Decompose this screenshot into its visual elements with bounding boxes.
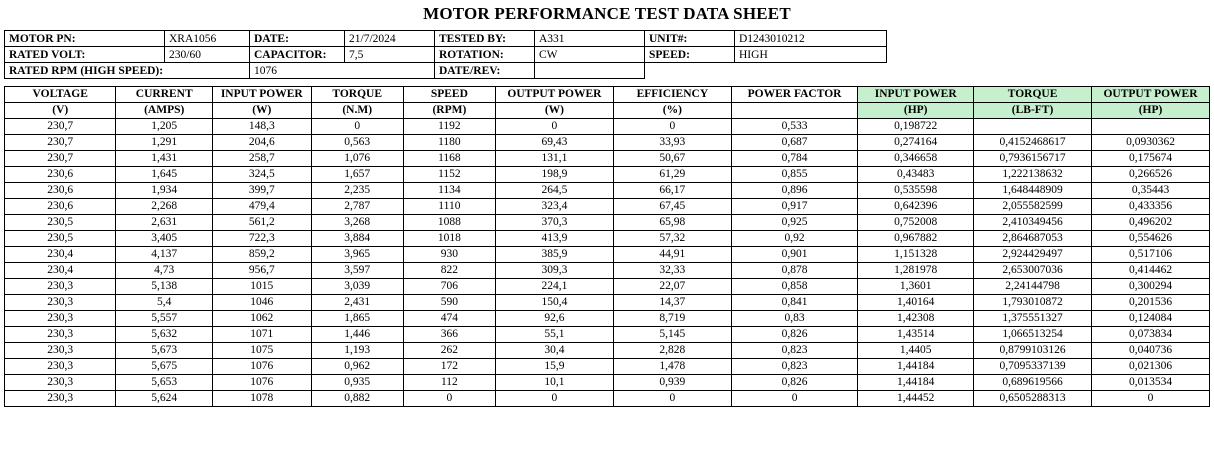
table-cell: 2,268 (116, 199, 212, 215)
table-cell: 1,44452 (858, 391, 974, 407)
table-row (5, 263, 1210, 279)
table-cell: 1,375551327 (974, 311, 1092, 327)
table-row (5, 151, 1210, 167)
table-cell: 1,44184 (858, 375, 974, 391)
table-body (5, 119, 1210, 407)
info-label: DATE: (250, 31, 345, 47)
info-value: CW (535, 47, 645, 63)
table-cell: 32,33 (613, 263, 731, 279)
table-cell: 0,7095337139 (974, 359, 1092, 375)
table-cell: 230,4 (5, 247, 116, 263)
table-cell: 3,268 (311, 215, 403, 231)
table-cell: 10,1 (495, 375, 613, 391)
table-cell: 92,6 (495, 311, 613, 327)
table-cell: 0 (403, 391, 495, 407)
table-cell: 1071 (212, 327, 311, 343)
table-cell: 14,37 (613, 295, 731, 311)
table-cell: 859,2 (212, 247, 311, 263)
table-cell: 230,3 (5, 375, 116, 391)
table-cell: 0,882 (311, 391, 403, 407)
table-cell: 399,7 (212, 183, 311, 199)
table-cell: 1,793010872 (974, 295, 1092, 311)
table-cell: 4,137 (116, 247, 212, 263)
table-row (5, 343, 1210, 359)
info-label: RATED VOLT: (5, 47, 165, 63)
info-value: HIGH (735, 47, 887, 63)
info-label: CAPACITOR: (250, 47, 345, 63)
table-cell: 230,6 (5, 167, 116, 183)
table-cell: 0,92 (731, 231, 858, 247)
column-header: TORQUE (311, 87, 403, 103)
table-cell: 0,040736 (1092, 343, 1210, 359)
column-header: OUTPUT POWER (495, 87, 613, 103)
table-cell: 1110 (403, 199, 495, 215)
table-cell: 0,266526 (1092, 167, 1210, 183)
table-cell: 3,405 (116, 231, 212, 247)
table-cell: 706 (403, 279, 495, 295)
info-label: RATED RPM (HIGH SPEED): (5, 63, 250, 79)
table-row (5, 215, 1210, 231)
info-value: 1076 (250, 63, 435, 79)
table-cell: 230,4 (5, 263, 116, 279)
table-cell: 0,433356 (1092, 199, 1210, 215)
table-cell: 0,858 (731, 279, 858, 295)
table-cell: 324,5 (212, 167, 311, 183)
table-cell: 1,291 (116, 135, 212, 151)
table-cell: 0,496202 (1092, 215, 1210, 231)
table-cell: 1,076 (311, 151, 403, 167)
table-cell: 0,274164 (858, 135, 974, 151)
table-cell: 8,719 (613, 311, 731, 327)
info-value: A331 (535, 31, 645, 47)
table-cell: 0,414462 (1092, 263, 1210, 279)
table-cell: 61,29 (613, 167, 731, 183)
table-cell: 230,5 (5, 215, 116, 231)
table-cell: 264,5 (495, 183, 613, 199)
table-cell: 0,826 (731, 327, 858, 343)
table-cell: 1078 (212, 391, 311, 407)
table-cell: 1,4405 (858, 343, 974, 359)
table-cell: 2,653007036 (974, 263, 1092, 279)
table-cell: 0,925 (731, 215, 858, 231)
info-row (5, 31, 887, 47)
table-cell: 474 (403, 311, 495, 327)
table-cell: 0,855 (731, 167, 858, 183)
table-cell: 0,013534 (1092, 375, 1210, 391)
table-cell: 230,3 (5, 311, 116, 327)
table-row (5, 247, 1210, 263)
measurements-table (4, 86, 1210, 407)
table-cell: 5,557 (116, 311, 212, 327)
info-value: D1243010212 (735, 31, 887, 47)
table-cell: 323,4 (495, 199, 613, 215)
table-cell: 1152 (403, 167, 495, 183)
table-cell: 0,878 (731, 263, 858, 279)
info-value (535, 63, 645, 79)
column-header: TORQUE (974, 87, 1092, 103)
table-cell: 230,7 (5, 151, 116, 167)
table-cell: 0,935 (311, 375, 403, 391)
table-cell: 5,138 (116, 279, 212, 295)
table-cell: 131,1 (495, 151, 613, 167)
table-cell: 0,896 (731, 183, 858, 199)
table-cell: 1,446 (311, 327, 403, 343)
column-unit: (HP) (1092, 103, 1210, 119)
table-cell: 0,841 (731, 295, 858, 311)
info-label: MOTOR PN: (5, 31, 165, 47)
table-cell: 69,43 (495, 135, 613, 151)
info-value: XRA1056 (165, 31, 250, 47)
table-cell: 0 (1092, 391, 1210, 407)
column-unit: (W) (212, 103, 311, 119)
table-cell: 50,67 (613, 151, 731, 167)
table-cell: 0,689619566 (974, 375, 1092, 391)
column-header: OUTPUT POWER (1092, 87, 1210, 103)
table-cell: 722,3 (212, 231, 311, 247)
table-cell: 1,40164 (858, 295, 974, 311)
table-cell: 0,823 (731, 343, 858, 359)
table-cell: 1,648448909 (974, 183, 1092, 199)
table-cell: 2,235 (311, 183, 403, 199)
table-cell: 2,431 (311, 295, 403, 311)
table-row (5, 295, 1210, 311)
table-cell: 0,939 (613, 375, 731, 391)
table-cell: 1168 (403, 151, 495, 167)
info-value: 7,5 (345, 47, 435, 63)
table-cell: 0,0930362 (1092, 135, 1210, 151)
table-row (5, 359, 1210, 375)
table-row (5, 311, 1210, 327)
info-label: UNIT#: (645, 31, 735, 47)
table-cell: 198,9 (495, 167, 613, 183)
table-cell: 0 (613, 391, 731, 407)
table-cell: 1,44184 (858, 359, 974, 375)
header-row-names (5, 87, 1210, 103)
table-cell (1092, 119, 1210, 135)
table-cell: 0,642396 (858, 199, 974, 215)
table-cell: 1192 (403, 119, 495, 135)
measurements-section (4, 86, 1214, 407)
table-cell: 0,43483 (858, 167, 974, 183)
table-cell: 0,83 (731, 311, 858, 327)
table-cell: 67,45 (613, 199, 731, 215)
table-cell: 1015 (212, 279, 311, 295)
column-header: CURRENT (116, 87, 212, 103)
table-cell: 0,826 (731, 375, 858, 391)
table-cell: 204,6 (212, 135, 311, 151)
table-cell: 3,965 (311, 247, 403, 263)
table-cell: 1088 (403, 215, 495, 231)
column-unit: (AMPS) (116, 103, 212, 119)
table-cell: 2,410349456 (974, 215, 1092, 231)
info-spacer (645, 63, 887, 79)
table-cell: 230,3 (5, 391, 116, 407)
table-cell: 55,1 (495, 327, 613, 343)
table-cell: 1075 (212, 343, 311, 359)
table-cell: 2,787 (311, 199, 403, 215)
table-cell: 0 (495, 119, 613, 135)
table-cell: 44,91 (613, 247, 731, 263)
info-row (5, 63, 887, 79)
table-cell: 5,653 (116, 375, 212, 391)
table-cell: 5,145 (613, 327, 731, 343)
column-header: EFFICIENCY (613, 87, 731, 103)
table-cell: 230,3 (5, 359, 116, 375)
table-cell: 822 (403, 263, 495, 279)
column-unit: (N.M) (311, 103, 403, 119)
table-cell: 0,687 (731, 135, 858, 151)
info-row (5, 47, 887, 63)
table-cell: 2,864687053 (974, 231, 1092, 247)
info-label: TESTED BY: (435, 31, 535, 47)
table-row (5, 279, 1210, 295)
table-cell: 0,967882 (858, 231, 974, 247)
table-cell: 0,175674 (1092, 151, 1210, 167)
table-cell: 309,3 (495, 263, 613, 279)
table-cell: 230,7 (5, 135, 116, 151)
header-row-units (5, 103, 1210, 119)
table-cell: 230,6 (5, 199, 116, 215)
table-cell: 3,597 (311, 263, 403, 279)
table-cell: 370,3 (495, 215, 613, 231)
table-cell: 1046 (212, 295, 311, 311)
table-cell: 0,563 (311, 135, 403, 151)
table-cell: 0,554626 (1092, 231, 1210, 247)
table-cell: 4,73 (116, 263, 212, 279)
column-header: VOLTAGE (5, 87, 116, 103)
table-cell: 230,5 (5, 231, 116, 247)
table-cell: 5,673 (116, 343, 212, 359)
table-cell: 148,3 (212, 119, 311, 135)
table-cell: 1018 (403, 231, 495, 247)
table-cell: 1,645 (116, 167, 212, 183)
column-header: INPUT POWER (858, 87, 974, 103)
info-value: 21/7/2024 (345, 31, 435, 47)
table-cell: 2,631 (116, 215, 212, 231)
table-row (5, 119, 1210, 135)
table-cell: 150,4 (495, 295, 613, 311)
column-unit: (HP) (858, 103, 974, 119)
table-row (5, 167, 1210, 183)
table-cell: 0 (731, 391, 858, 407)
table-cell: 1,657 (311, 167, 403, 183)
table-cell: 230,3 (5, 343, 116, 359)
table-cell: 65,98 (613, 215, 731, 231)
table-cell: 1,42308 (858, 311, 974, 327)
table-cell: 230,6 (5, 183, 116, 199)
table-row (5, 183, 1210, 199)
table-cell: 66,17 (613, 183, 731, 199)
table-cell: 956,7 (212, 263, 311, 279)
table-cell: 0,346658 (858, 151, 974, 167)
column-unit: (RPM) (403, 103, 495, 119)
table-cell: 1,3601 (858, 279, 974, 295)
table-cell: 230,7 (5, 119, 116, 135)
info-value: 230/60 (165, 47, 250, 63)
table-cell: 5,624 (116, 391, 212, 407)
table-cell: 0 (495, 391, 613, 407)
table-cell: 930 (403, 247, 495, 263)
table-cell: 5,675 (116, 359, 212, 375)
table-cell: 30,4 (495, 343, 613, 359)
table-cell: 0,8799103126 (974, 343, 1092, 359)
column-header: SPEED (403, 87, 495, 103)
table-header (5, 87, 1210, 119)
table-cell: 5,4 (116, 295, 212, 311)
table-cell: 1,281978 (858, 263, 974, 279)
document-page (0, 4, 1214, 463)
table-cell: 1,43514 (858, 327, 974, 343)
table-cell: 33,93 (613, 135, 731, 151)
table-cell: 0,962 (311, 359, 403, 375)
table-cell: 0,7936156717 (974, 151, 1092, 167)
table-cell: 0,201536 (1092, 295, 1210, 311)
table-cell: 0,35443 (1092, 183, 1210, 199)
table-cell: 1,222138632 (974, 167, 1092, 183)
table-cell: 230,3 (5, 279, 116, 295)
table-row (5, 391, 1210, 407)
table-row (5, 199, 1210, 215)
table-row (5, 375, 1210, 391)
table-cell: 258,7 (212, 151, 311, 167)
table-cell: 1180 (403, 135, 495, 151)
table-cell: 1,478 (613, 359, 731, 375)
table-row (5, 231, 1210, 247)
table-cell: 479,4 (212, 199, 311, 215)
table-cell: 0,917 (731, 199, 858, 215)
table-cell: 1076 (212, 359, 311, 375)
table-cell: 22,07 (613, 279, 731, 295)
column-unit (731, 103, 858, 119)
table-cell: 3,884 (311, 231, 403, 247)
table-cell: 0 (613, 119, 731, 135)
table-cell: 0 (311, 119, 403, 135)
table-cell: 230,3 (5, 295, 116, 311)
table-cell: 0,300294 (1092, 279, 1210, 295)
table-cell: 0,021306 (1092, 359, 1210, 375)
table-cell: 3,039 (311, 279, 403, 295)
table-cell: 590 (403, 295, 495, 311)
table-cell: 1,865 (311, 311, 403, 327)
table-cell: 0,823 (731, 359, 858, 375)
table-row (5, 135, 1210, 151)
table-cell: 1,193 (311, 343, 403, 359)
info-label: DATE/REV: (435, 63, 535, 79)
column-unit: (%) (613, 103, 731, 119)
column-header: POWER FACTOR (731, 87, 858, 103)
table-cell: 0,517106 (1092, 247, 1210, 263)
table-row (5, 327, 1210, 343)
table-cell: 0,784 (731, 151, 858, 167)
table-cell: 1076 (212, 375, 311, 391)
table-cell: 2,055582599 (974, 199, 1092, 215)
table-cell: 0,073834 (1092, 327, 1210, 343)
table-cell: 0,6505288313 (974, 391, 1092, 407)
table-cell: 0,198722 (858, 119, 974, 135)
table-cell: 0,535598 (858, 183, 974, 199)
table-cell: 0,4152468617 (974, 135, 1092, 151)
table-cell: 1134 (403, 183, 495, 199)
table-cell: 57,32 (613, 231, 731, 247)
table-cell: 0,124084 (1092, 311, 1210, 327)
info-label: SPEED: (645, 47, 735, 63)
table-cell: 224,1 (495, 279, 613, 295)
column-header: INPUT POWER (212, 87, 311, 103)
table-cell: 1,151328 (858, 247, 974, 263)
table-cell: 0,901 (731, 247, 858, 263)
column-unit: (V) (5, 103, 116, 119)
table-cell: 1,934 (116, 183, 212, 199)
table-cell: 366 (403, 327, 495, 343)
page-title: MOTOR PERFORMANCE TEST DATA SHEET (423, 4, 791, 23)
table-cell: 172 (403, 359, 495, 375)
column-unit: (LB-FT) (974, 103, 1092, 119)
table-cell: 262 (403, 343, 495, 359)
table-cell: 0,752008 (858, 215, 974, 231)
table-cell: 1,431 (116, 151, 212, 167)
table-cell: 2,828 (613, 343, 731, 359)
column-unit: (W) (495, 103, 613, 119)
info-label: ROTATION: (435, 47, 535, 63)
table-cell: 2,24144798 (974, 279, 1092, 295)
table-cell (974, 119, 1092, 135)
table-cell: 1,066513254 (974, 327, 1092, 343)
table-cell: 561,2 (212, 215, 311, 231)
table-cell: 230,3 (5, 327, 116, 343)
table-cell: 385,9 (495, 247, 613, 263)
table-cell: 112 (403, 375, 495, 391)
header-info-table (4, 30, 887, 79)
table-cell: 15,9 (495, 359, 613, 375)
table-cell: 1062 (212, 311, 311, 327)
table-cell: 0,533 (731, 119, 858, 135)
table-cell: 413,9 (495, 231, 613, 247)
table-cell: 1,205 (116, 119, 212, 135)
table-cell: 5,632 (116, 327, 212, 343)
table-cell: 2,924429497 (974, 247, 1092, 263)
